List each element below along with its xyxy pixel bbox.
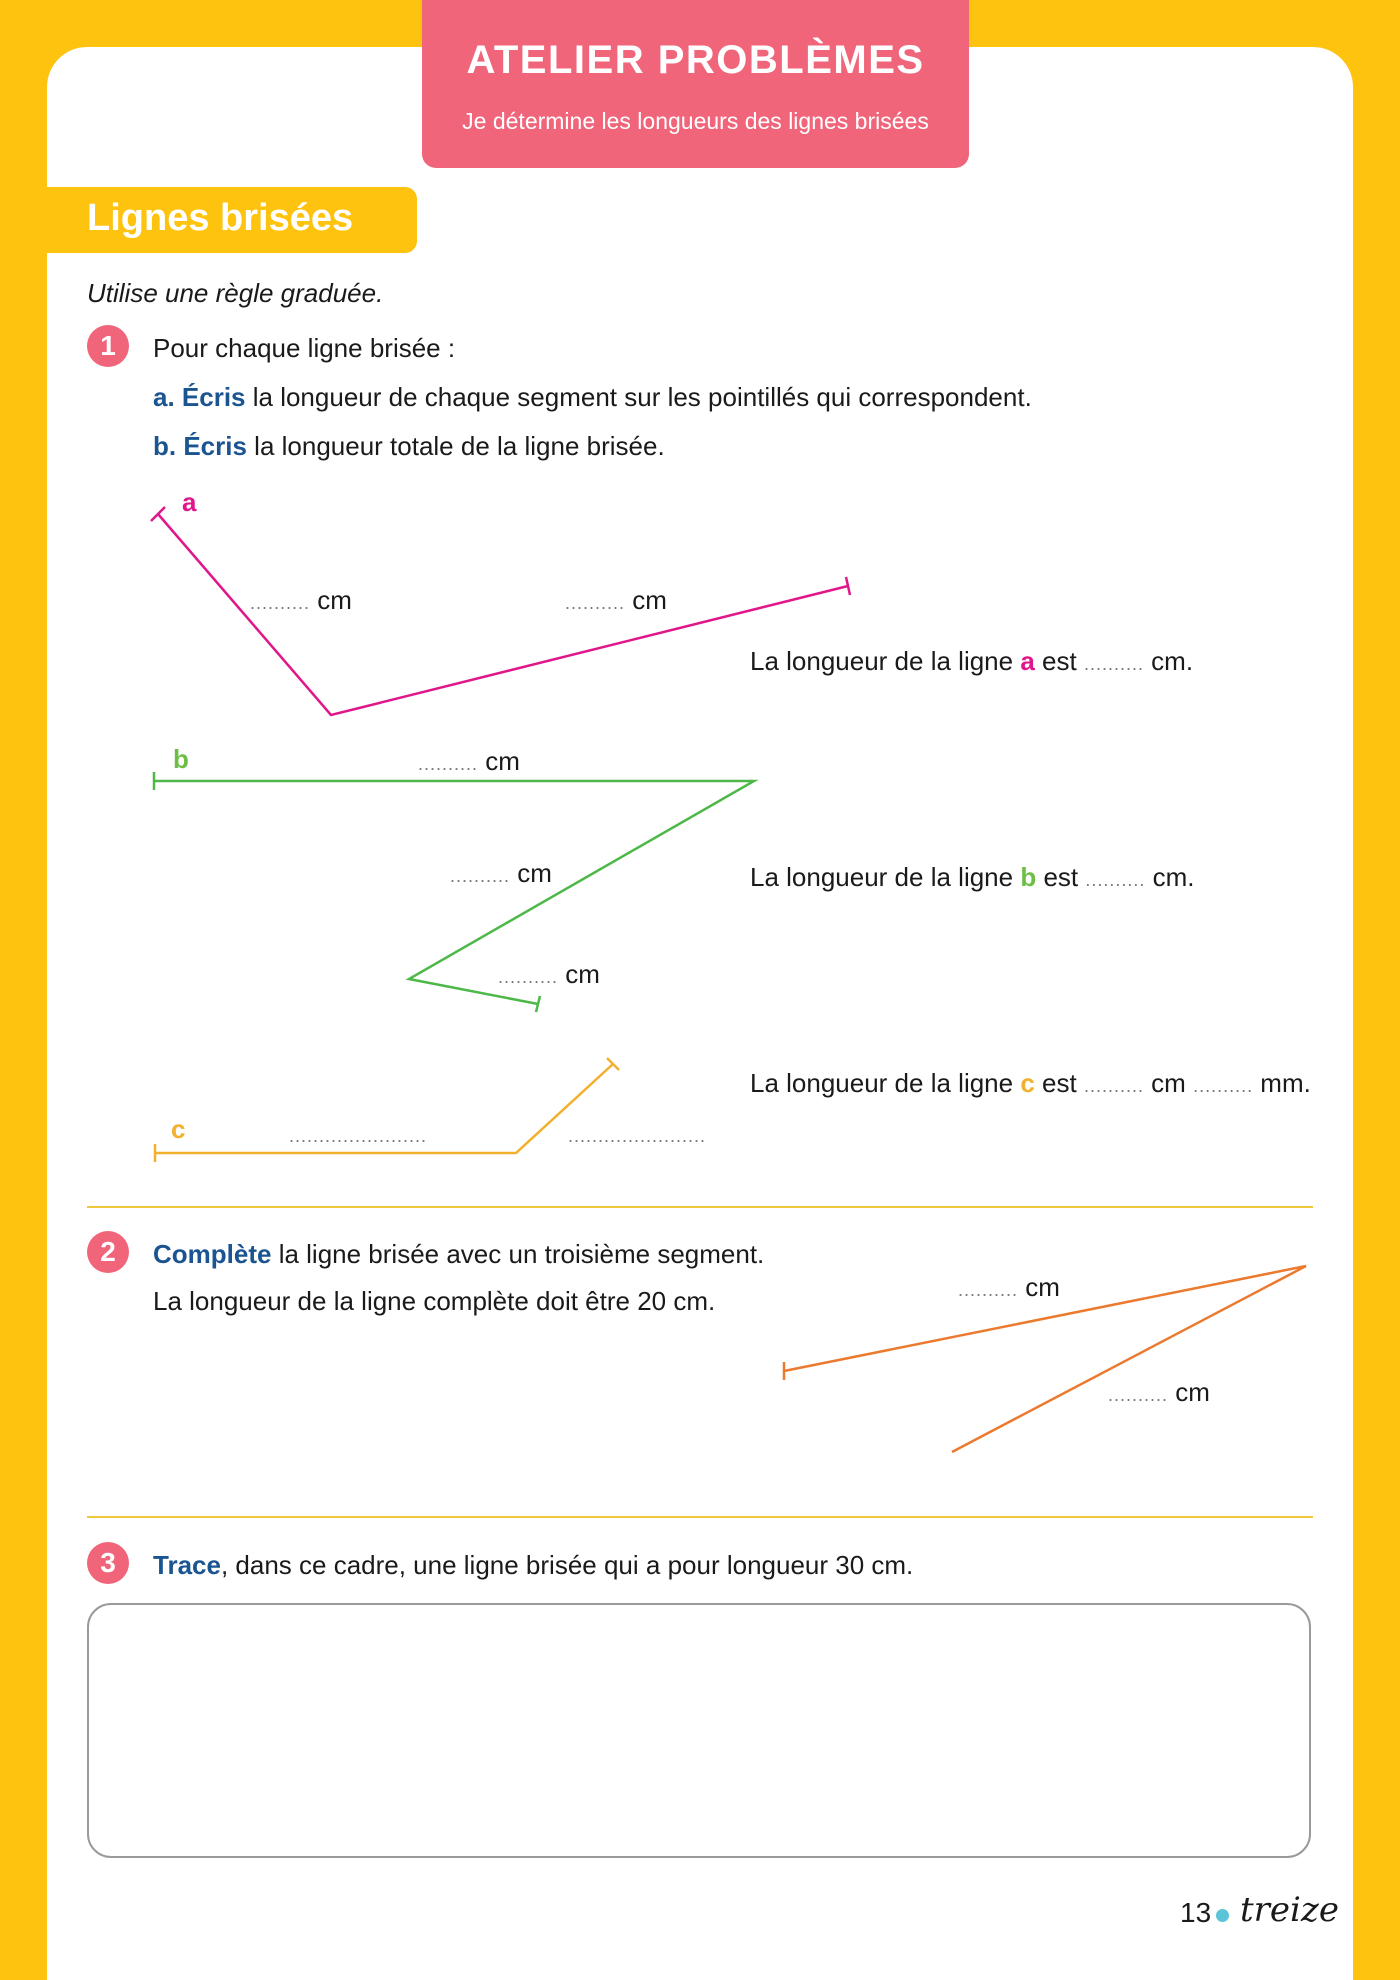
line-a-segment-1-answer: .......... cm bbox=[250, 585, 352, 615]
page-subtitle: Je détermine les longueurs des lignes brisées bbox=[462, 108, 929, 134]
page-dot-icon bbox=[1216, 1909, 1229, 1922]
intro-instruction: Utilise une règle graduée. bbox=[87, 278, 384, 308]
exercise-number-2: 2 bbox=[87, 1231, 129, 1273]
exercise-2-segment-1-answer: .......... cm bbox=[958, 1272, 1060, 1302]
line-a-letter: a bbox=[182, 487, 197, 517]
exercise-2-instruction: Complète la ligne brisée avec un troisième segment. bbox=[153, 1239, 765, 1269]
section-title: Lignes brisées bbox=[87, 197, 354, 239]
line-b-total-sentence: La longueur de la ligne b est .......... cm. bbox=[750, 862, 1195, 892]
line-b-segment-2-answer: .......... cm bbox=[450, 858, 552, 888]
line-c-segment-1-answer: ....................... bbox=[289, 1126, 428, 1146]
line-a-segment-2-answer: .......... cm bbox=[565, 585, 667, 615]
page-number-word: treize bbox=[1240, 1890, 1339, 1930]
line-c-letter: c bbox=[171, 1114, 186, 1144]
instruction-a-text: la longueur de chaque segment sur les pointillés qui correspondent. bbox=[245, 382, 1032, 412]
exercise-2-condition: La longueur de la ligne complète doit être 20 cm. bbox=[153, 1286, 716, 1316]
exercise-2-segment-2-answer: .......... cm bbox=[1108, 1377, 1210, 1407]
line-b bbox=[154, 781, 754, 1004]
instruction-a-verb: a. Écris bbox=[153, 382, 246, 412]
instruction-b-verb: b. Écris bbox=[153, 431, 247, 461]
section-divider-2 bbox=[87, 1516, 1313, 1518]
exercise-3-instruction: Trace, dans ce cadre, une ligne brisée qui a pour longueur 30 cm. bbox=[153, 1550, 914, 1580]
line-b-segment-1-answer: .......... cm bbox=[418, 746, 520, 776]
drawing-frame[interactable] bbox=[87, 1603, 1311, 1858]
line-c-segment-2-answer: ....................... bbox=[568, 1126, 707, 1146]
line-b-segment-3-answer: .......... cm bbox=[498, 959, 600, 989]
page-title: ATELIER PROBLÈMES bbox=[466, 38, 925, 82]
line-b-letter: b bbox=[173, 744, 189, 774]
instruction-b-text: la longueur totale de la ligne brisée. bbox=[246, 431, 665, 461]
exercise-number-3: 3 bbox=[87, 1542, 129, 1584]
exercise-1-prompt: Pour chaque ligne brisée : bbox=[153, 333, 456, 363]
line-c-total-sentence: La longueur de la ligne c est .......... cm .......... mm. bbox=[750, 1068, 1311, 1098]
line-a-total-sentence: La longueur de la ligne a est .......... cm. bbox=[750, 646, 1194, 676]
section-divider-1 bbox=[87, 1206, 1313, 1208]
page-number: 13 bbox=[1180, 1897, 1212, 1928]
exercise-number-1: 1 bbox=[87, 325, 129, 367]
